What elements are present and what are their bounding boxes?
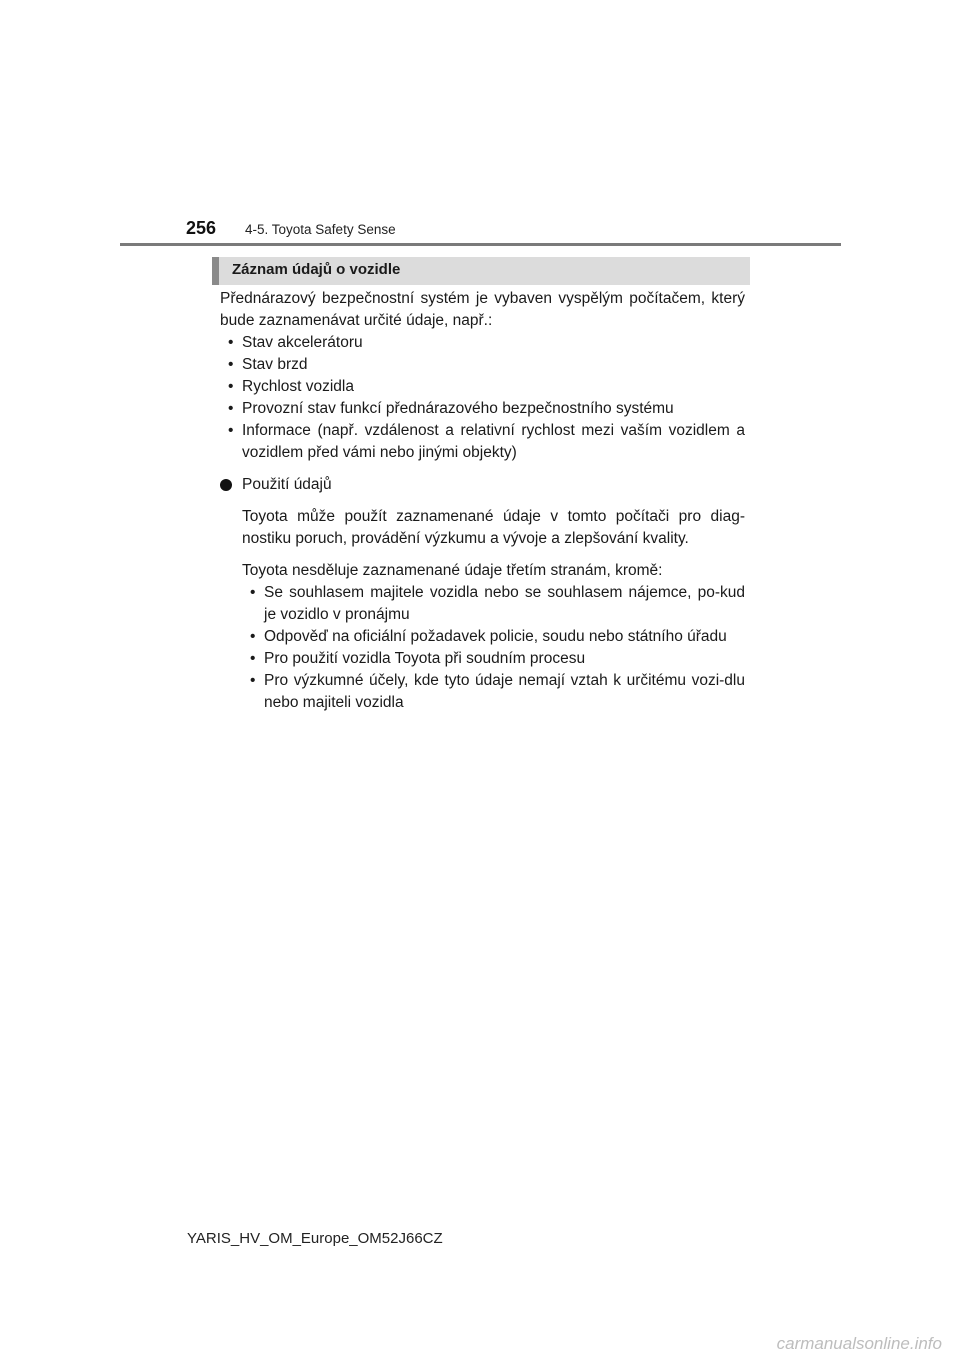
list-item: • Se souhlasem majitele vozidla nebo se souhlasem nájemce, po-kud je vozidlo v pronájmu <box>242 582 745 626</box>
watermark: carmanualsonline.info <box>776 1334 942 1353</box>
footer-doc-code: YARIS_HV_OM_Europe_OM52J66CZ <box>187 1230 443 1247</box>
list-item: • Odpověď na oficiální požadavek policie, soudu nebo státního úřadu <box>242 626 745 648</box>
usage-paragraph-1: Toyota může použít zaznamenané údaje v tomto počítači pro diag-nostiku poruch, provádění výzkumu a vývoje a zlepšování kvality. <box>242 508 745 547</box>
usage-subheading <box>220 474 745 496</box>
usage-paragraph-2: Toyota nesděluje zaznamenané údaje třetím stranám, kromě: <box>242 562 663 579</box>
usage-body <box>242 506 745 714</box>
list-item: • Pro použití vozidla Toyota při soudním procesu <box>242 648 745 670</box>
list-item: • Rychlost vozidla <box>220 376 745 398</box>
list-item: • Informace (např. vzdálenost a relativní rychlost mezi vaším vozidlem a vozidlem před vámi nebo jinými objekty) <box>220 420 745 464</box>
usage-heading-text: Použití údajů <box>242 476 332 493</box>
header-rule <box>120 243 841 246</box>
recorded-items-list <box>220 332 745 464</box>
list-item: • Provozní stav funkcí přednárazového bezpečnostního systému <box>220 398 745 420</box>
page-number: 256 <box>186 218 217 238</box>
heading-text: Záznam údajů o vozidle <box>232 261 401 278</box>
list-item: • Stav akcelerátoru <box>220 332 745 354</box>
content <box>220 288 745 714</box>
intro-paragraph: Přednárazový bezpečnostní systém je vybaven vyspělým počítačem, který bude zaznamenávat určité údaje, např.: <box>220 290 745 329</box>
section-title: 4-5. Toyota Safety Sense <box>245 222 396 237</box>
heading-bar <box>212 257 750 285</box>
exceptions-list <box>242 582 745 714</box>
bullet-dot-icon <box>220 479 232 491</box>
list-item: • Pro výzkumné účely, kde tyto údaje nemají vztah k určitému vozi-dlu nebo majiteli vozidla <box>242 670 745 714</box>
list-item: • Stav brzd <box>220 354 745 376</box>
